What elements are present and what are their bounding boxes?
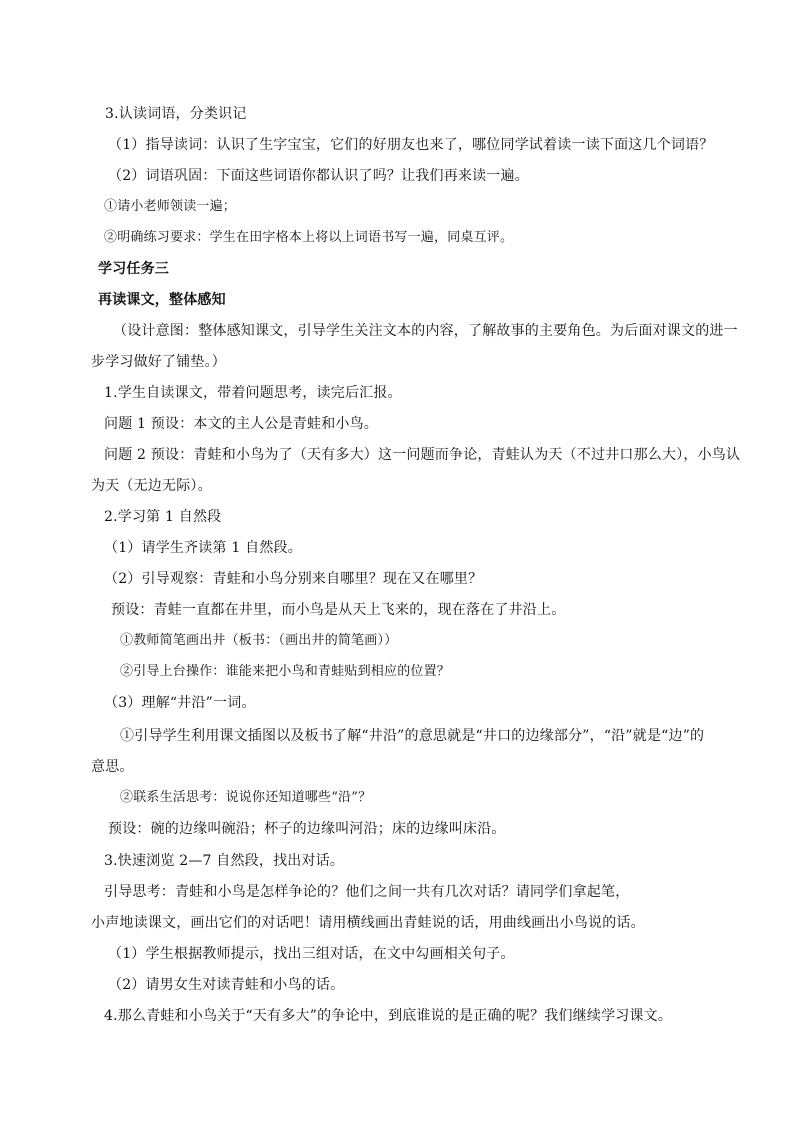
text-line: 问题 1 预设：本文的主人公是青蛙和小鸟。 (104, 416, 379, 432)
text-line: ①教师简笔画出井（板书：（画出井的简笔画）） (120, 633, 398, 648)
text-line: ①请小老师领读一遍； (104, 199, 237, 214)
text-line: 预设：青蛙一直都在井里，而小鸟是从天上飞来的，现在落在了井沿上。 (111, 602, 566, 618)
text-line: （3）理解“井沿”一词。 (104, 695, 256, 711)
text-line: 3.认读词语，分类识记 (105, 106, 247, 122)
text-line: （1）请学生齐读第 1 自然段。 (104, 540, 302, 556)
text-line: 为天（无边无际）。 (91, 478, 212, 494)
text-line: 1.学生自读课文，带着问题思考，读完后汇报。 (104, 385, 402, 401)
text-line: （2）引导观察：青蛙和小鸟分别来自哪里？现在又在哪里？ (104, 571, 483, 587)
text-line: 小声地读课文，画出它们的对话吧！请用横线画出青蛙说的话，用曲线画出小鸟说的话。 (91, 915, 645, 931)
section-heading: 学习任务三 (98, 261, 169, 277)
text-line: （1）学生根据教师提示，找出三组对话，在文中勾画相关句子。 (108, 946, 515, 962)
text-line: 引导思考：青蛙和小鸟是怎样争论的？他们之间一共有几次对话？请同学们拿起笔， (104, 884, 630, 900)
text-line: 意思。 (91, 759, 134, 775)
text-line: 步学习做好了铺垫。） (91, 354, 226, 370)
text-line: ②明确练习要求：学生在田字格本上将以上词语书写一遍，同桌互评。 (104, 230, 514, 245)
text-line: 2.学习第 1 自然段 (104, 509, 222, 525)
section-subheading: 再读课文，整体感知 (98, 292, 226, 308)
text-line: ②引导上台操作：谁能来把小鸟和青蛙贴到相应的位置？ (120, 664, 451, 679)
text-line: 4.那么青蛙和小鸟关于“天有多大”的争论中，到底谁说的是正确的呢？我们继续学习课文。 (104, 1008, 673, 1024)
text-line: 问题 2 预设：青蛙和小鸟为了（天有多大）这一问题而争论，青蛙认为天（不过井口那么大），小鸟认 (104, 447, 741, 463)
text-line: （1）指导读词：认识了生字宝宝，它们的好朋友也来了，哪位同学试着读一读下面这几个词语？ (108, 137, 714, 153)
text-line: （设计意图：整体感知课文，引导学生关注文本的内容，了解故事的主要角色。为后面对课文的进一 (113, 323, 738, 339)
text-line: ①引导学生利用课文插图以及板书了解“井沿”的意思就是“井口的边缘部分”，“沿”就是“边”的 (120, 728, 705, 744)
text-line: 预设：碗的边缘叫碗沿；杯子的边缘叫河沿；床的边缘叫床沿。 (108, 821, 506, 837)
text-line: 3.快速浏览 2—7 自然段，找出对话。 (104, 853, 345, 869)
text-line: ②联系生活思考：说说你还知道哪些“沿”？ (120, 790, 372, 805)
text-line: （2）词语巩固：下面这些词语你都认识了吗？让我们再来读一遍。 (108, 168, 529, 184)
text-line: （2）请男女生对读青蛙和小鸟的话。 (108, 977, 345, 993)
